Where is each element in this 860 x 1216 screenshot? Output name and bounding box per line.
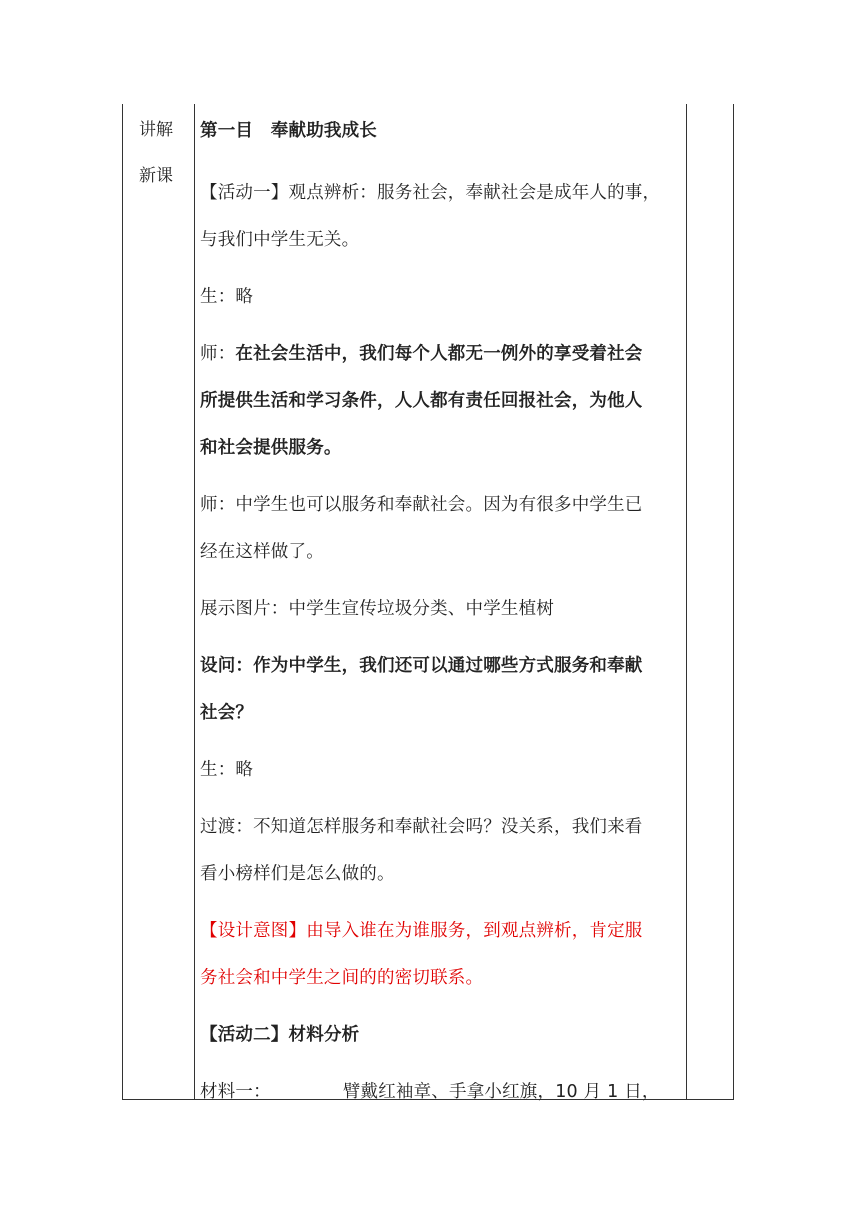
teacher1-bold-line3: 和社会提供服务。 [200,438,342,458]
teacher1-bold-line2: 所提供生活和学习条件，人人都有责任回报社会，为他人 [200,391,643,411]
lesson-content [200,114,680,1126]
material1-text: 臂戴红袖章、手拿小红旗，10 月 1 日， [342,1082,660,1102]
table-border-right [733,104,734,1100]
transition-line2: 看小榜样们是怎么做的。 [200,864,395,884]
question-paragraph [200,643,680,737]
student-answer-1: 生：略 [200,287,254,307]
teacher2-line1: 师：中学生也可以服务和奉献社会。因为有很多中学生已 [200,495,643,515]
material1-line [200,1069,680,1116]
teacher2-line2: 经在这样做了。 [200,542,324,562]
activity1-line2: 与我们中学生无关。 [200,230,360,250]
activity1-paragraph [200,170,680,264]
teacher-paragraph-1 [200,331,680,472]
material1-label: 材料一： [200,1082,271,1102]
show-pictures-line: 展示图片：中学生宣传垃圾分类、中学生植树 [200,599,554,619]
student-answer-2: 生：略 [200,760,254,780]
table-border-col2 [686,104,687,1100]
teacher1-prefix: 师： [200,344,236,364]
section-label-line2: 新课 [139,166,173,186]
transition-paragraph [200,804,680,898]
activity1-line1: 【活动一】观点辨析：服务社会，奉献社会是成年人的事， [200,183,661,203]
design-intent-line2: 务社会和中学生之间的的密切联系。 [200,968,484,988]
design-intent-paragraph [200,908,680,1002]
section-label-line1: 讲解 [139,120,173,140]
design-intent-line1: 【设计意图】由导入谁在为谁服务，到观点辨析，肯定服 [200,921,643,941]
transition-line1: 过渡：不知道怎样服务和奉献社会吗？没关系，我们来看 [200,817,643,837]
teacher-paragraph-2 [200,482,680,576]
table-border-left [122,104,123,1100]
table-border-col1 [194,104,195,1100]
activity2-heading: 【活动二】材料分析 [200,1025,360,1045]
teacher1-bold-line1: 在社会生活中，我们每个人都无一例外的享受着社会 [235,344,643,364]
lesson-heading: 第一目 奉献助我成长 [200,121,377,141]
question-line1: 设问：作为中学生，我们还可以通过哪些方式服务和奉献 [200,656,643,676]
question-line2: 社会？ [200,703,254,723]
